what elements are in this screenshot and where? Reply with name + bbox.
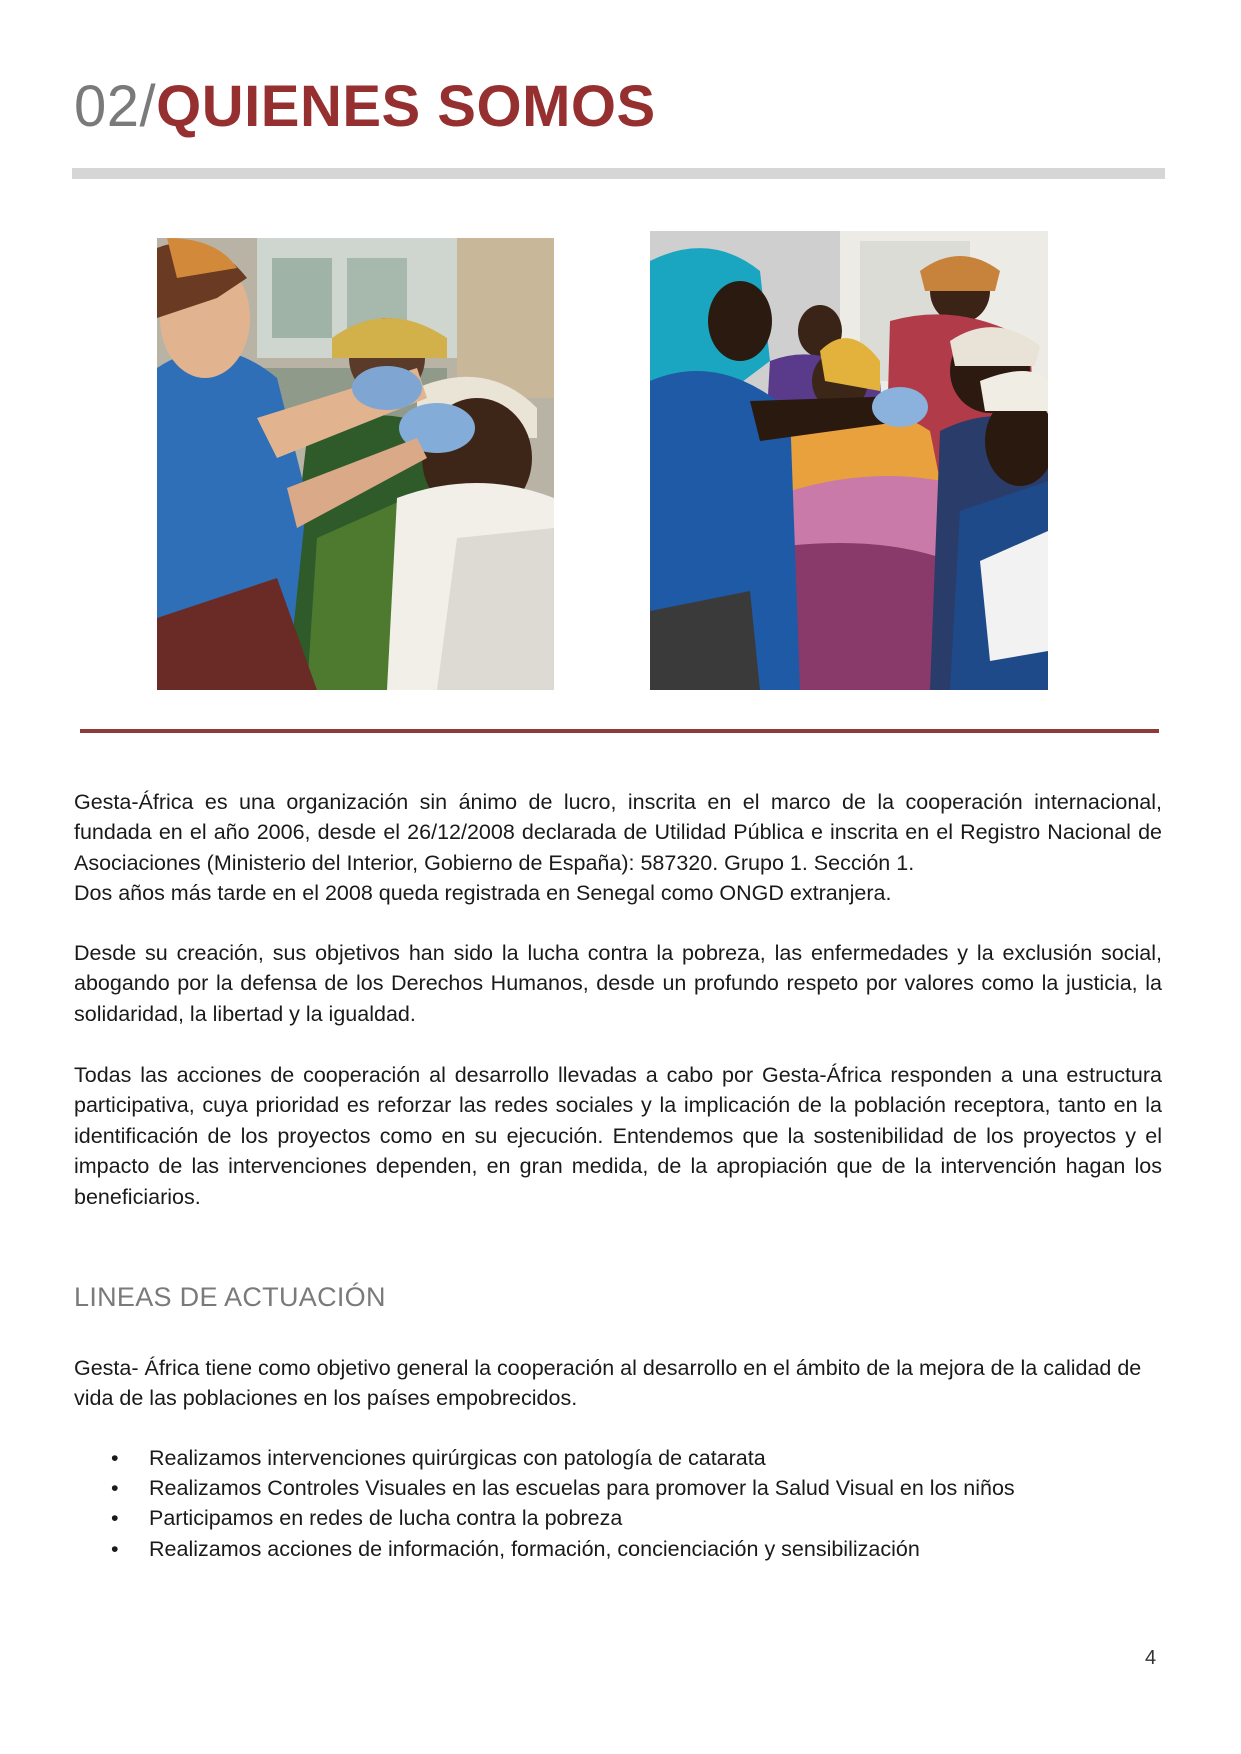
list-item-text: Participamos en redes de lucha contra la pobreza xyxy=(149,1506,623,1531)
list-item-text: Realizamos acciones de información, formación, concienciación y sensibilización xyxy=(149,1536,920,1561)
bullet-dot: • xyxy=(111,1506,119,1531)
photo-2-illustration xyxy=(650,231,1048,690)
bullet-dot: • xyxy=(111,1536,119,1561)
header-divider xyxy=(72,168,1165,179)
paragraph-objectives xyxy=(74,938,1162,1029)
lineas-section-title: LINEAS DE ACTUACIÓN xyxy=(74,1282,386,1312)
paragraph-1-second: Dos años más tarde en el 2008 queda registrada en Senegal como ONGD extranjera. xyxy=(74,881,892,906)
lineas-list xyxy=(74,1443,1162,1564)
section-number: 02/ xyxy=(74,74,157,139)
photo-1-illustration xyxy=(157,238,554,690)
list-item-text: Realizamos Controles Visuales en las escuelas para promover la Salud Visual en los niños xyxy=(149,1476,1015,1501)
list-item xyxy=(74,1503,1162,1533)
paragraph-1-main: Gesta-África es una organización sin ánimo de lucro, inscrita en el marco de la cooperación internacional, fundada en el año 2006, desde el 26/12/2008 declarada de Utilidad Pública e inscrita en el Registro Nacional de Asociaciones (Ministerio del Interior, Gobierno de España): 587320. Grupo 1. Sección 1. xyxy=(74,790,1162,875)
list-item-text: Realizamos intervenciones quirúrgicas con patología de catarata xyxy=(149,1446,766,1470)
list-item xyxy=(74,1443,1162,1473)
page-number: 4 xyxy=(1145,1647,1157,1669)
paragraph-participation xyxy=(74,1060,1162,1212)
section-title: QUIENES SOMOS xyxy=(156,74,656,139)
paragraph-3: Todas las acciones de cooperación al desarrollo llevadas a cabo por Gesta-África responden a una estructura participativa, cuya prioridad es reforzar las redes sociales y la implicación de la población receptora, tanto en la identificación de los proyectos como en su ejecución. Entendemos que la sostenibilidad de los proyectos y el impacto de las intervenciones dependen, en gran medida, de la apropiación que de la intervención hagan los beneficiarios. xyxy=(74,1063,1162,1209)
lineas-intro: Gesta- África tiene como objetivo general la cooperación al desarrollo en el ámbito de la mejora de la calidad de vida de las poblaciones en los países empobrecidos. xyxy=(74,1356,1142,1411)
paragraph-2: Desde su creación, sus objetivos han sido la lucha contra la pobreza, las enfermedades y la exclusión social, abogando por la defensa de los Derechos Humanos, desde un profundo respeto por valores como la justicia, la solidaridad, la libertad y la igualdad. xyxy=(74,941,1162,1026)
bullet-dot: • xyxy=(111,1476,119,1501)
photo-divider xyxy=(80,729,1159,733)
photo-nurse-eye-exam xyxy=(650,231,1048,690)
page-heading xyxy=(74,72,656,142)
paragraph-about-organization xyxy=(74,787,1162,909)
bullet-dot: • xyxy=(111,1446,119,1470)
list-item xyxy=(74,1534,1162,1564)
list-item xyxy=(74,1473,1162,1503)
photo-volunteer-eye-drops xyxy=(157,238,554,690)
